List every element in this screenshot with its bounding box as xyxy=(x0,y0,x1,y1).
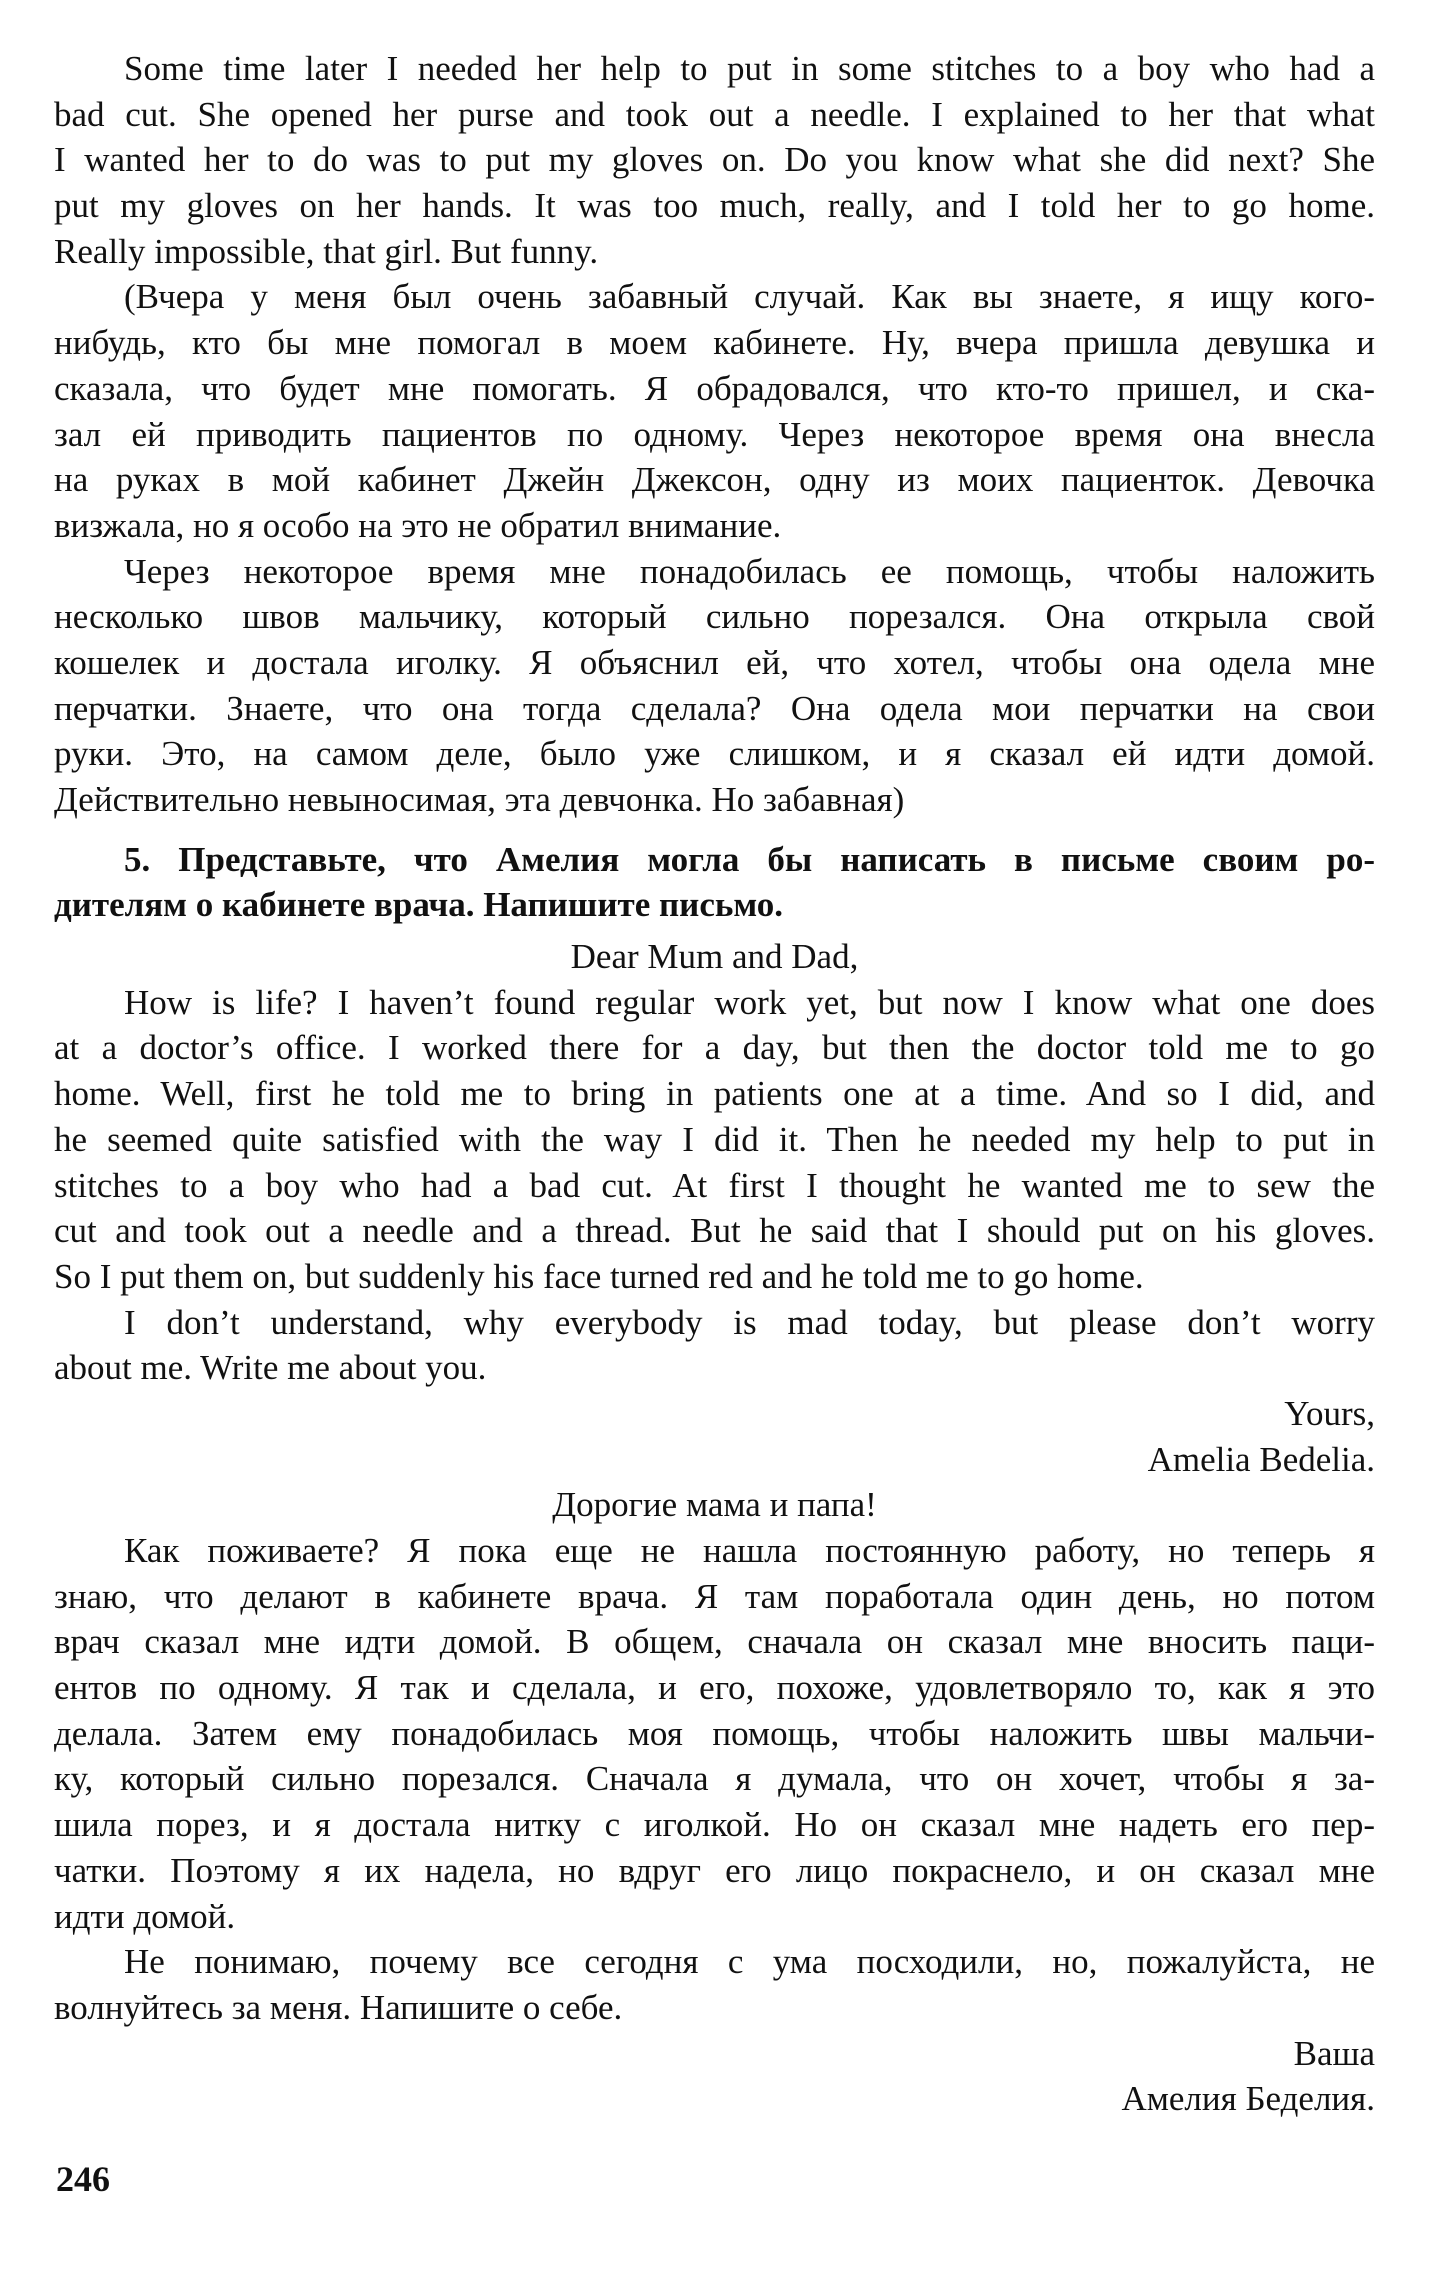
text-line: ку, который сильно порезался. Сначала я думала, что он хочет, чтобы я за- xyxy=(54,1759,1375,1799)
text-line: put my gloves on her hands. It was too much, really, and I told her to go home. xyxy=(54,186,1375,226)
text-line: about me. Write me about you. xyxy=(54,1348,487,1388)
heading-line: дителям о кабинете врача. Напишите письмо. xyxy=(54,885,783,925)
text-line: Не понимаю, почему все сегодня с ума посходили, но, пожалуйста, не xyxy=(124,1942,1375,1982)
letter-salutation-russian: Дорогие мама и папа! xyxy=(552,1485,877,1525)
text-line: несколько швов мальчику, который сильно порезался. Она открыла свой xyxy=(54,597,1375,637)
text-line: stitches to a boy who had a bad cut. At first I thought he wanted me to sew the xyxy=(54,1165,1375,1205)
text-line: Через некоторое время мне понадобилась ее помощь, чтобы наложить xyxy=(124,551,1375,591)
text-line: руки. Это, на самом деле, было уже слишком, и я сказал ей идти домой. xyxy=(54,734,1375,774)
text-line: (Вчера у меня был очень забавный случай. Как вы знаете, я ищу кого- xyxy=(124,277,1375,317)
text-line: Some time later I needed her help to put in some stitches to a boy who had a xyxy=(124,49,1375,88)
text-line: чатки. Поэтому я их надела, но вдруг его лицо покраснело, и он сказал мне xyxy=(54,1850,1375,1890)
text-line: I don’t understand, why everybody is mad today, but please don’t worry xyxy=(124,1302,1375,1342)
text-line: How is life? I haven’t found regular work yet, but now I know what one does xyxy=(124,982,1375,1022)
signoff-closing: Ваша xyxy=(1293,2033,1375,2073)
text-line: bad cut. She opened her purse and took out a needle. I explained to her that what xyxy=(54,94,1375,134)
text-line: делала. Затем ему понадобилась моя помощь, чтобы наложить швы мальчи- xyxy=(54,1713,1375,1753)
signoff-name: Амелия Беделия. xyxy=(1121,2079,1375,2119)
text-line: волнуйтесь за меня. Напишите о себе. xyxy=(54,1987,623,2027)
text-line: Really impossible, that girl. But funny. xyxy=(54,231,599,271)
text-line: шила порез, и я достала нитку с иголкой. Но он сказал мне надеть его пер- xyxy=(54,1805,1375,1845)
text-line: врач сказал мне идти домой. В общем, сначала он сказал мне вносить паци- xyxy=(54,1622,1375,1662)
text-line: на руках в мой кабинет Джейн Джексон, одну из моих пациенток. Девочка xyxy=(54,460,1375,500)
letter-english-body-1 xyxy=(54,980,1375,1300)
text-line: знаю, что делают в кабинете врача. Я там поработала один день, но потом xyxy=(54,1576,1375,1616)
letter-salutation-english: Dear Mum and Dad, xyxy=(570,937,859,977)
text-line: сказала, что будет мне помогать. Я обрадовался, что кто-то пришел, и ска- xyxy=(54,368,1375,408)
page-number: 246 xyxy=(56,2159,110,2199)
heading-line: 5. Представьте, что Амелия могла бы написать в письме своим ро- xyxy=(124,839,1375,879)
text-line: cut and took out a needle and a thread. But he said that I should put on his gloves. xyxy=(54,1211,1375,1251)
book-page xyxy=(54,46,1375,2122)
letter-russian-body-1 xyxy=(54,1528,1375,1939)
text-line: ентов по одному. Я так и сделала, и его, похоже, удовлетворяло то, как я это xyxy=(54,1668,1375,1708)
text-line: Действительно невыносимая, эта девчонка. Но забавная) xyxy=(54,780,905,819)
text-line: at a doctor’s office. I worked there for a day, but then the doctor told me to go xyxy=(54,1028,1375,1068)
letter-russian-signoff xyxy=(54,2031,1375,2122)
exercise-5-heading xyxy=(54,837,1375,928)
text-line: визжала, но я особо на это не обратил внимание. xyxy=(54,505,782,545)
text-line: перчатки. Знаете, что она тогда сделала? Она одела мои перчатки на свои xyxy=(54,688,1375,728)
text-line: нибудь, кто бы мне помогал в моем кабинете. Ну, вчера пришла девушка и xyxy=(54,323,1375,363)
letter-english-signoff xyxy=(54,1391,1375,1482)
letter-english-body-2 xyxy=(54,1300,1375,1391)
paragraph-doctor-story-english xyxy=(54,46,1375,274)
signoff-closing: Yours, xyxy=(1284,1393,1375,1433)
text-line: I wanted her to do was to put my gloves on. Do you know what she did next? She xyxy=(54,140,1375,180)
text-line: кошелек и достала иголку. Я объяснил ей, что хотел, чтобы она одела мне xyxy=(54,642,1375,682)
text-line: So I put them on, but suddenly his face turned red and he told me to go home. xyxy=(54,1256,1144,1296)
paragraph-doctor-story-translation-2 xyxy=(54,549,1375,823)
paragraph-doctor-story-translation-1 xyxy=(54,274,1375,548)
text-line: home. Well, first he told me to bring in patients one at a time. And so I did, and xyxy=(54,1074,1375,1114)
letter-russian-body-2 xyxy=(54,1939,1375,2030)
text-line: идти домой. xyxy=(54,1896,236,1936)
text-line: Как поживаете? Я пока еще не нашла постоянную работу, но теперь я xyxy=(124,1531,1375,1570)
text-line: зал ей приводить пациентов по одному. Через некоторое время она внесла xyxy=(54,414,1375,454)
signoff-name: Amelia Bedelia. xyxy=(1147,1439,1375,1479)
text-line: he seemed quite satisfied with the way I did it. Then he needed my help to put in xyxy=(54,1119,1375,1159)
